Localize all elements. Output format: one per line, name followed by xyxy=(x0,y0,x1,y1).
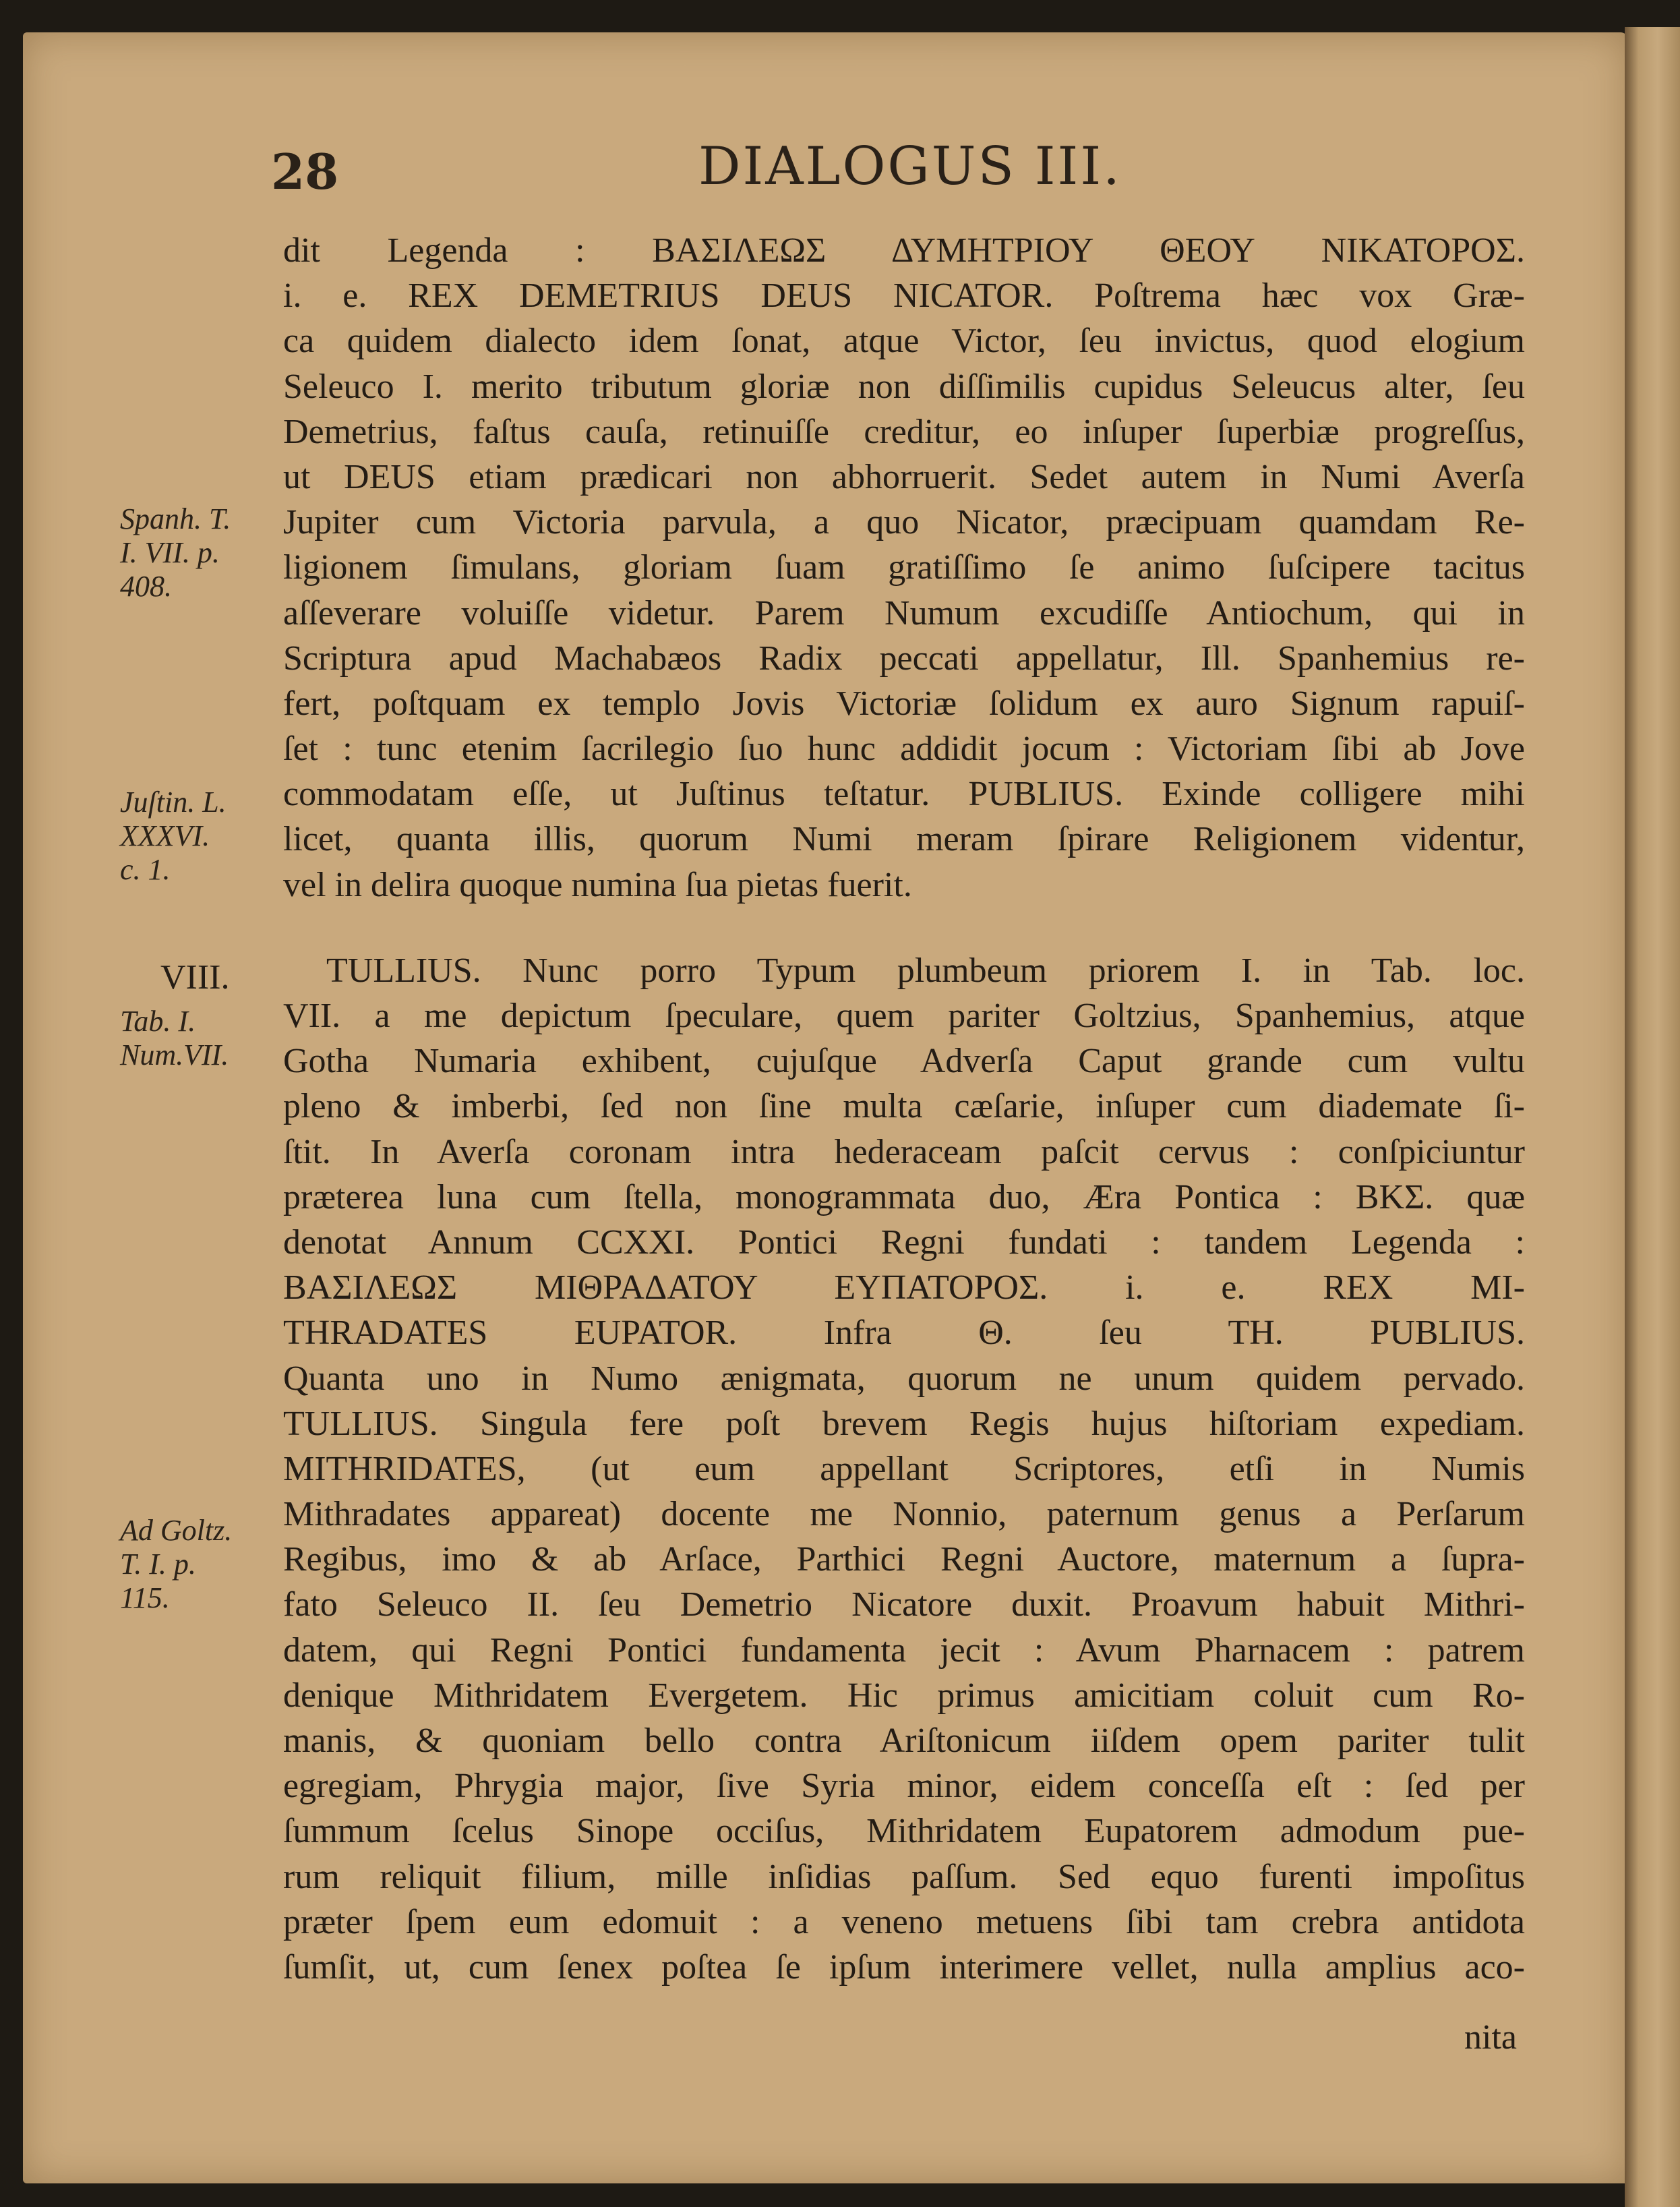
text-line: Regibus, imo & ab Arſace, Parthici Regni Auctore, maternum a ſupra- xyxy=(283,1540,1525,1579)
text-line: VII. a me depictum ſpeculare, quem pariter Goltzius, Spanhemius, atque xyxy=(283,997,1525,1035)
margin-note-goltz: Ad Goltz. T. I. p. 115. xyxy=(120,1514,233,1614)
text-line: ca quidem dialecto idem ſonat, atque Victor, ſeu invictus, quod elogium xyxy=(283,322,1525,361)
text-line: ſet : tunc etenim ſacrilegio ſuo hunc addidit jocum : Victoriam ſibi ab Jove xyxy=(283,730,1525,769)
text-line: i. e. REX DEMETRIUS DEUS NICATOR. Poſtrema hæc vox Græ- xyxy=(283,276,1525,316)
text-line: denotat Annum CCXXI. Pontici Regni fundati : tandem Legenda : xyxy=(283,1223,1525,1262)
text-line: THRADATES EUPATOR. Infra Θ. ſeu TH. PUBLIUS. xyxy=(283,1314,1525,1353)
text-line: Demetrius, faſtus cauſa, retinuiſſe creditur, eo inſuper ſuperbiæ progreſſus, xyxy=(283,412,1525,451)
page-number: 28 xyxy=(271,143,339,200)
text-line: vel in delira quoque numina ſua pietas fuerit. xyxy=(283,865,912,904)
section-number: VIII. xyxy=(160,958,230,997)
text-line: egregiam, Phrygia major, ſive Syria minor, eidem conceſſa eſt : ſed per xyxy=(283,1767,1525,1806)
body-text xyxy=(283,228,1525,1990)
text-line: commodatam eſſe, ut Juſtinus teſtatur. PUBLIUS. Exinde colligere mihi xyxy=(283,775,1525,814)
text-line: Jupiter cum Victoria parvula, a quo Nicator, præcipuam quamdam Re- xyxy=(283,503,1525,542)
margin-note-spanheim: Spanh. T. I. VII. p. 408. xyxy=(120,502,231,603)
text-line: datem, qui Regni Pontici fundamenta jecit : Avum Pharnacem : patrem xyxy=(283,1630,1525,1670)
text-line: Gotha Numaria exhibent, cujuſque Adverſa Caput grande cum vultu xyxy=(283,1042,1525,1081)
text-line: aſſeverare voluiſſe videtur. Parem Numum excudiſſe Antiochum, qui in xyxy=(283,593,1525,632)
text-line: TULLIUS. Singula fere poſt brevem Regis hujus hiſtoriam expediam. xyxy=(283,1404,1525,1443)
text-line: ſumſit, ut, cum ſenex poſtea ſe ipſum interimere vellet, nulla amplius aco- xyxy=(283,1947,1525,1987)
text-line: MITHRIDATES, (ut eum appellant Scriptores, etſi in Numis xyxy=(283,1449,1525,1488)
paragraph-continued xyxy=(283,228,1525,908)
text-line: TULLIUS. Nunc porro Typum plumbeum priorem I. in Tab. loc. xyxy=(326,951,1525,990)
catchword: nita xyxy=(1464,2018,1517,2057)
text-line: fert, poſtquam ex templo Jovis Victoriæ ſolidum ex auro Signum rapuiſ- xyxy=(283,684,1525,723)
text-line: ligionem ſimulans, gloriam ſuam gratiſſimo ſe animo ſuſcipere tacitus xyxy=(283,548,1525,587)
text-line: denique Mithridatem Evergetem. Hic primus amicitiam coluit cum Ro- xyxy=(283,1676,1525,1715)
running-title: DIALOGUS III. xyxy=(698,136,1122,197)
text-line: Scriptura apud Machabæos Radix peccati appellatur, Ill. Spanhemius re- xyxy=(283,639,1525,678)
text-line: ut DEUS etiam prædicari non abhorruerit. Sedet autem in Numi Averſa xyxy=(283,457,1525,496)
page-edge xyxy=(1625,27,1680,2207)
text-line: Quanta uno in Numo ænigmata, quorum ne unum quidem pervado. xyxy=(283,1359,1525,1398)
text-line: præter ſpem eum edomuit : a veneno metuens ſibi tam crebra antidota xyxy=(283,1902,1525,1941)
text-line: dit Legenda : ΒΑΣΙΛΕΩΣ ΔΥΜΗΤΡΙΟΥ ΘΕΟΥ ΝΙΚΑΤΟΡΟΣ. xyxy=(283,231,1525,270)
page-header xyxy=(0,108,1551,209)
text-line: pleno & imberbi, ſed non ſine multa cæſarie, inſuper cum diademate ſi- xyxy=(283,1087,1525,1126)
paragraph-section-viii-cont xyxy=(283,993,1525,1990)
margin-note-tab: Tab. I. Num.VII. xyxy=(120,1005,229,1071)
text-line: ſummum ſcelus Sinope occiſus, Mithridatem Eupatorem admodum pue- xyxy=(283,1812,1525,1851)
text-line: præterea luna cum ſtella, monogrammata duo, Æra Pontica : BKΣ. quæ xyxy=(283,1177,1525,1216)
text-line: licet, quanta illis, quorum Numi meram ſpirare Religionem videntur, xyxy=(283,820,1525,859)
text-line: ΒΑΣΙΛΕΩΣ ΜΙΘΡΑΔΑΤΟΥ ΕΥΠΑΤΟΡΟΣ. i. e. REX MI- xyxy=(283,1268,1525,1307)
text-line: ſtit. In Averſa coronam intra hederaceam paſcit cervus : conſpiciuntur xyxy=(283,1132,1525,1171)
text-line: fato Seleuco II. ſeu Demetrio Nicatore duxit. Proavum habuit Mithri- xyxy=(283,1585,1525,1624)
text-line: rum reliquit filium, mille inſidias paſſum. Sed equo furenti impoſitus xyxy=(283,1857,1525,1896)
text-line: Mithradates appareat) docente me Nonnio, paternum genus a Perſarum xyxy=(283,1495,1525,1534)
paragraph-section-viii xyxy=(283,948,1525,993)
text-line: Seleuco I. merito tributum gloriæ non diſſimilis cupidus Seleucus alter, ſeu xyxy=(283,367,1525,406)
margin-note-justin: Juſtin. L. XXXVI. c. 1. xyxy=(120,786,227,886)
text-line: manis, & quoniam bello contra Ariſtonicum iiſdem opem pariter tulit xyxy=(283,1722,1525,1760)
